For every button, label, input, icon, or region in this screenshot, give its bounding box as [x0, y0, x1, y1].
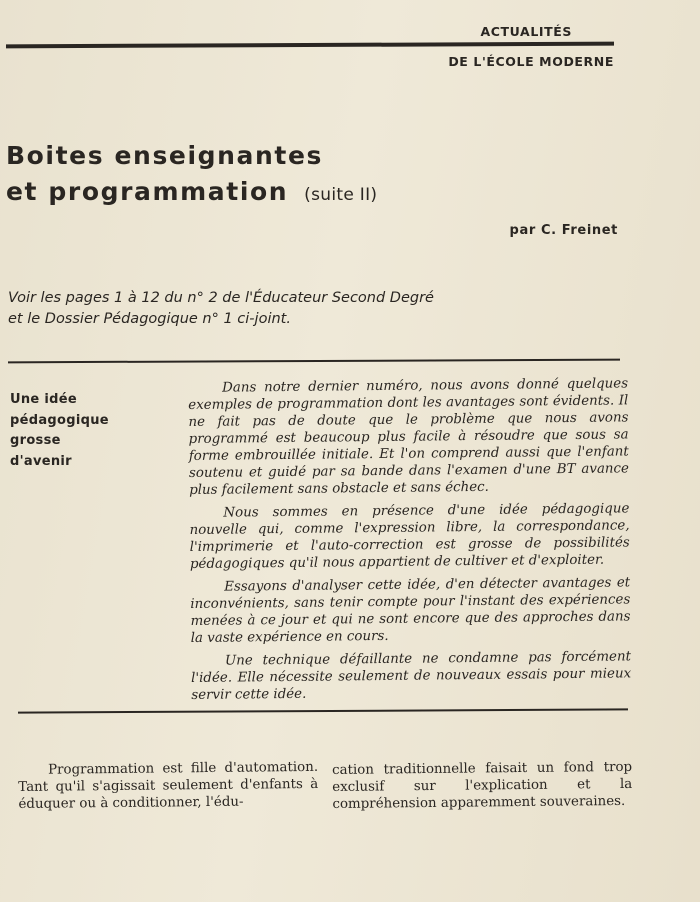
author-byline: par C. Freinet: [509, 223, 618, 238]
title-line-2: et programmation: [6, 177, 289, 206]
body-paragraph: Une technique défaillante ne condamne pas forcément l'idée. Elle nécessite seulement de nouveaux essais pour mieux servir cette idée.: [191, 649, 632, 703]
side-heading-line: grosse: [10, 433, 61, 448]
intro-line-2: et le Dossier Pédagogique n° 1 ci-joint.: [8, 311, 291, 327]
column-paragraph: cation traditionnelle faisait un fond trop exclusif sur l'explication et la compréhension apparemment souveraines.: [332, 759, 633, 812]
side-heading-line: pédagogique: [10, 412, 109, 428]
header-rule: [6, 42, 614, 49]
section-divider-bottom: [18, 708, 628, 713]
title-suffix: (suite II): [304, 185, 378, 205]
intro-note: [8, 288, 568, 330]
text-column-right: [332, 759, 633, 813]
body-paragraph: Nous sommes en présence d'une idée pédagogique nouvelle qui, comme l'expression libre, la correspondance, l'imprimerie et l'auto-correction est grosse de possibilités pédagogiques qu'il nous appartient de cultiver et d'exploiter.: [189, 501, 630, 572]
title-line-1: Boites enseignantes: [6, 141, 323, 170]
body-paragraph: Dans notre dernier numéro, nous avons donné quelques exemples de programmation dont les avantages sont évidents. Il ne fait pas de doute que le problème que nous avons programmé est beaucoup plus facile à résoudre que sous sa forme embrouillée initiale. Et l'on comprend aussi que l'enfant soutenu et guidé par sa bande dans l'examen d'une BT avance plus facilement sans obstacle et sans échec.: [188, 376, 630, 498]
body-paragraph: Essayons d'analyser cette idée, d'en détecter avantages et inconvénients, sans tenir compte pour l'instant des expériences menées à ce jour et qui ne sont encore que des approches dans la vaste expérience en cours.: [190, 575, 631, 646]
side-heading: [10, 390, 140, 472]
text-column-left: [18, 759, 319, 813]
side-heading-line: d'avenir: [10, 453, 72, 469]
side-heading-line: Une idée: [10, 392, 77, 407]
section-header-line1: ACTUALITÉS: [480, 24, 572, 39]
intro-line-1: Voir les pages 1 à 12 du n° 2 de l'Éducateur Second Degré: [8, 290, 434, 306]
column-paragraph: Programmation est fille d'automation. Tant qu'il s'agissait seulement d'enfants à éduquer ou à conditionner, l'édu-: [18, 759, 319, 812]
article-title: [6, 138, 377, 213]
section-header-line2: DE L'ÉCOLE MODERNE: [448, 54, 614, 69]
section-divider-top: [8, 359, 620, 364]
article-body: [188, 375, 631, 710]
